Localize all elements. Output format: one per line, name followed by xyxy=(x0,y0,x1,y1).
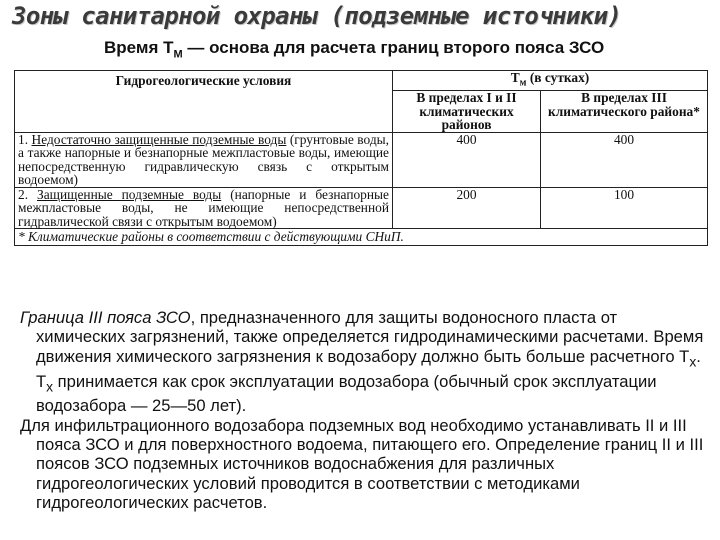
paragraph-third-belt xyxy=(20,308,710,416)
row-description: (напорные и безнапорные межпластовые воды, не имеющие непосредственной гидравлической связи с открытым водоемом) xyxy=(18,186,389,229)
zso-table xyxy=(14,70,708,246)
header-climate-1-2: В пределах I и II климатических районов xyxy=(393,91,541,133)
subtitle-suffix: — основа для расчета границ второго пояса ЗСО xyxy=(182,38,605,57)
row-value-climate-3: 100 xyxy=(541,187,708,229)
page-subtitle xyxy=(104,38,704,60)
tx-subscript: х xyxy=(46,377,54,394)
header-tm xyxy=(393,71,708,91)
paragraph-lead: Граница III пояса ЗСО xyxy=(20,308,191,327)
paragraph-text: принимается как срок эксплуатации водозабора (обычный срок эксплуатации водозабора — 25—50 лет). xyxy=(36,371,657,416)
row-value-climate-1-2: 400 xyxy=(393,132,541,187)
subtitle-prefix: Время Т xyxy=(104,38,174,57)
page-title: Зоны санитарной охраны (подземные источники) xyxy=(12,2,622,30)
table-row xyxy=(15,132,708,187)
row-title: Недостаточно защищенные подземные воды xyxy=(31,131,287,147)
row-conditions-1 xyxy=(15,132,393,187)
subtitle-subscript: М xyxy=(173,48,183,61)
table-row xyxy=(15,187,708,229)
paragraph-text: . Т xyxy=(36,346,701,391)
header-tm-subscript: м xyxy=(519,77,527,89)
header-tm-unit: (в сутках) xyxy=(526,70,590,85)
tx-subscript: х xyxy=(689,353,697,370)
row-number: 2. xyxy=(18,186,29,202)
header-climate-3: В пределах III климатического района* xyxy=(541,91,708,133)
row-value-climate-1-2: 200 xyxy=(393,187,541,229)
row-value-climate-3: 400 xyxy=(541,132,708,187)
header-tm-letter: Т xyxy=(510,70,520,85)
row-title: Защищенные подземные воды xyxy=(37,186,222,202)
paragraph-infiltration: Для инфильтрационного водозабора подземных вод необходимо устанавливать II и III пояса ЗСО и для поверхностного водоема, питающего его. Определение границ II и III поясов ЗСО подземных источников водоснабжения для различных гидрогеологических условий проводится в соответствии с методиками гидрогеологических расчетов. xyxy=(20,415,704,513)
row-number: 1. xyxy=(18,131,29,147)
table-header-row xyxy=(15,71,708,91)
row-conditions-2 xyxy=(15,187,393,229)
row-description: (грунтовые воды, а также напорные и безнапорные межпластовые воды, имеющие непосредственную гидравлическую связь с открытым водоемом) xyxy=(18,131,389,188)
table-footnote: * Климатические районы в соответствии с действующими СНиП. xyxy=(15,229,708,246)
header-conditions: Гидрогеологические условия xyxy=(15,71,393,133)
paragraph-text: , предназначенного для защиты водоносного пласта от химических загрязнений, также определяется гидродинамическими расчетами. Время движения химического загрязнения к водозабору должно быть больше расчетного Т xyxy=(36,308,704,366)
table-footnote-row xyxy=(15,229,708,246)
body-text xyxy=(20,308,710,513)
